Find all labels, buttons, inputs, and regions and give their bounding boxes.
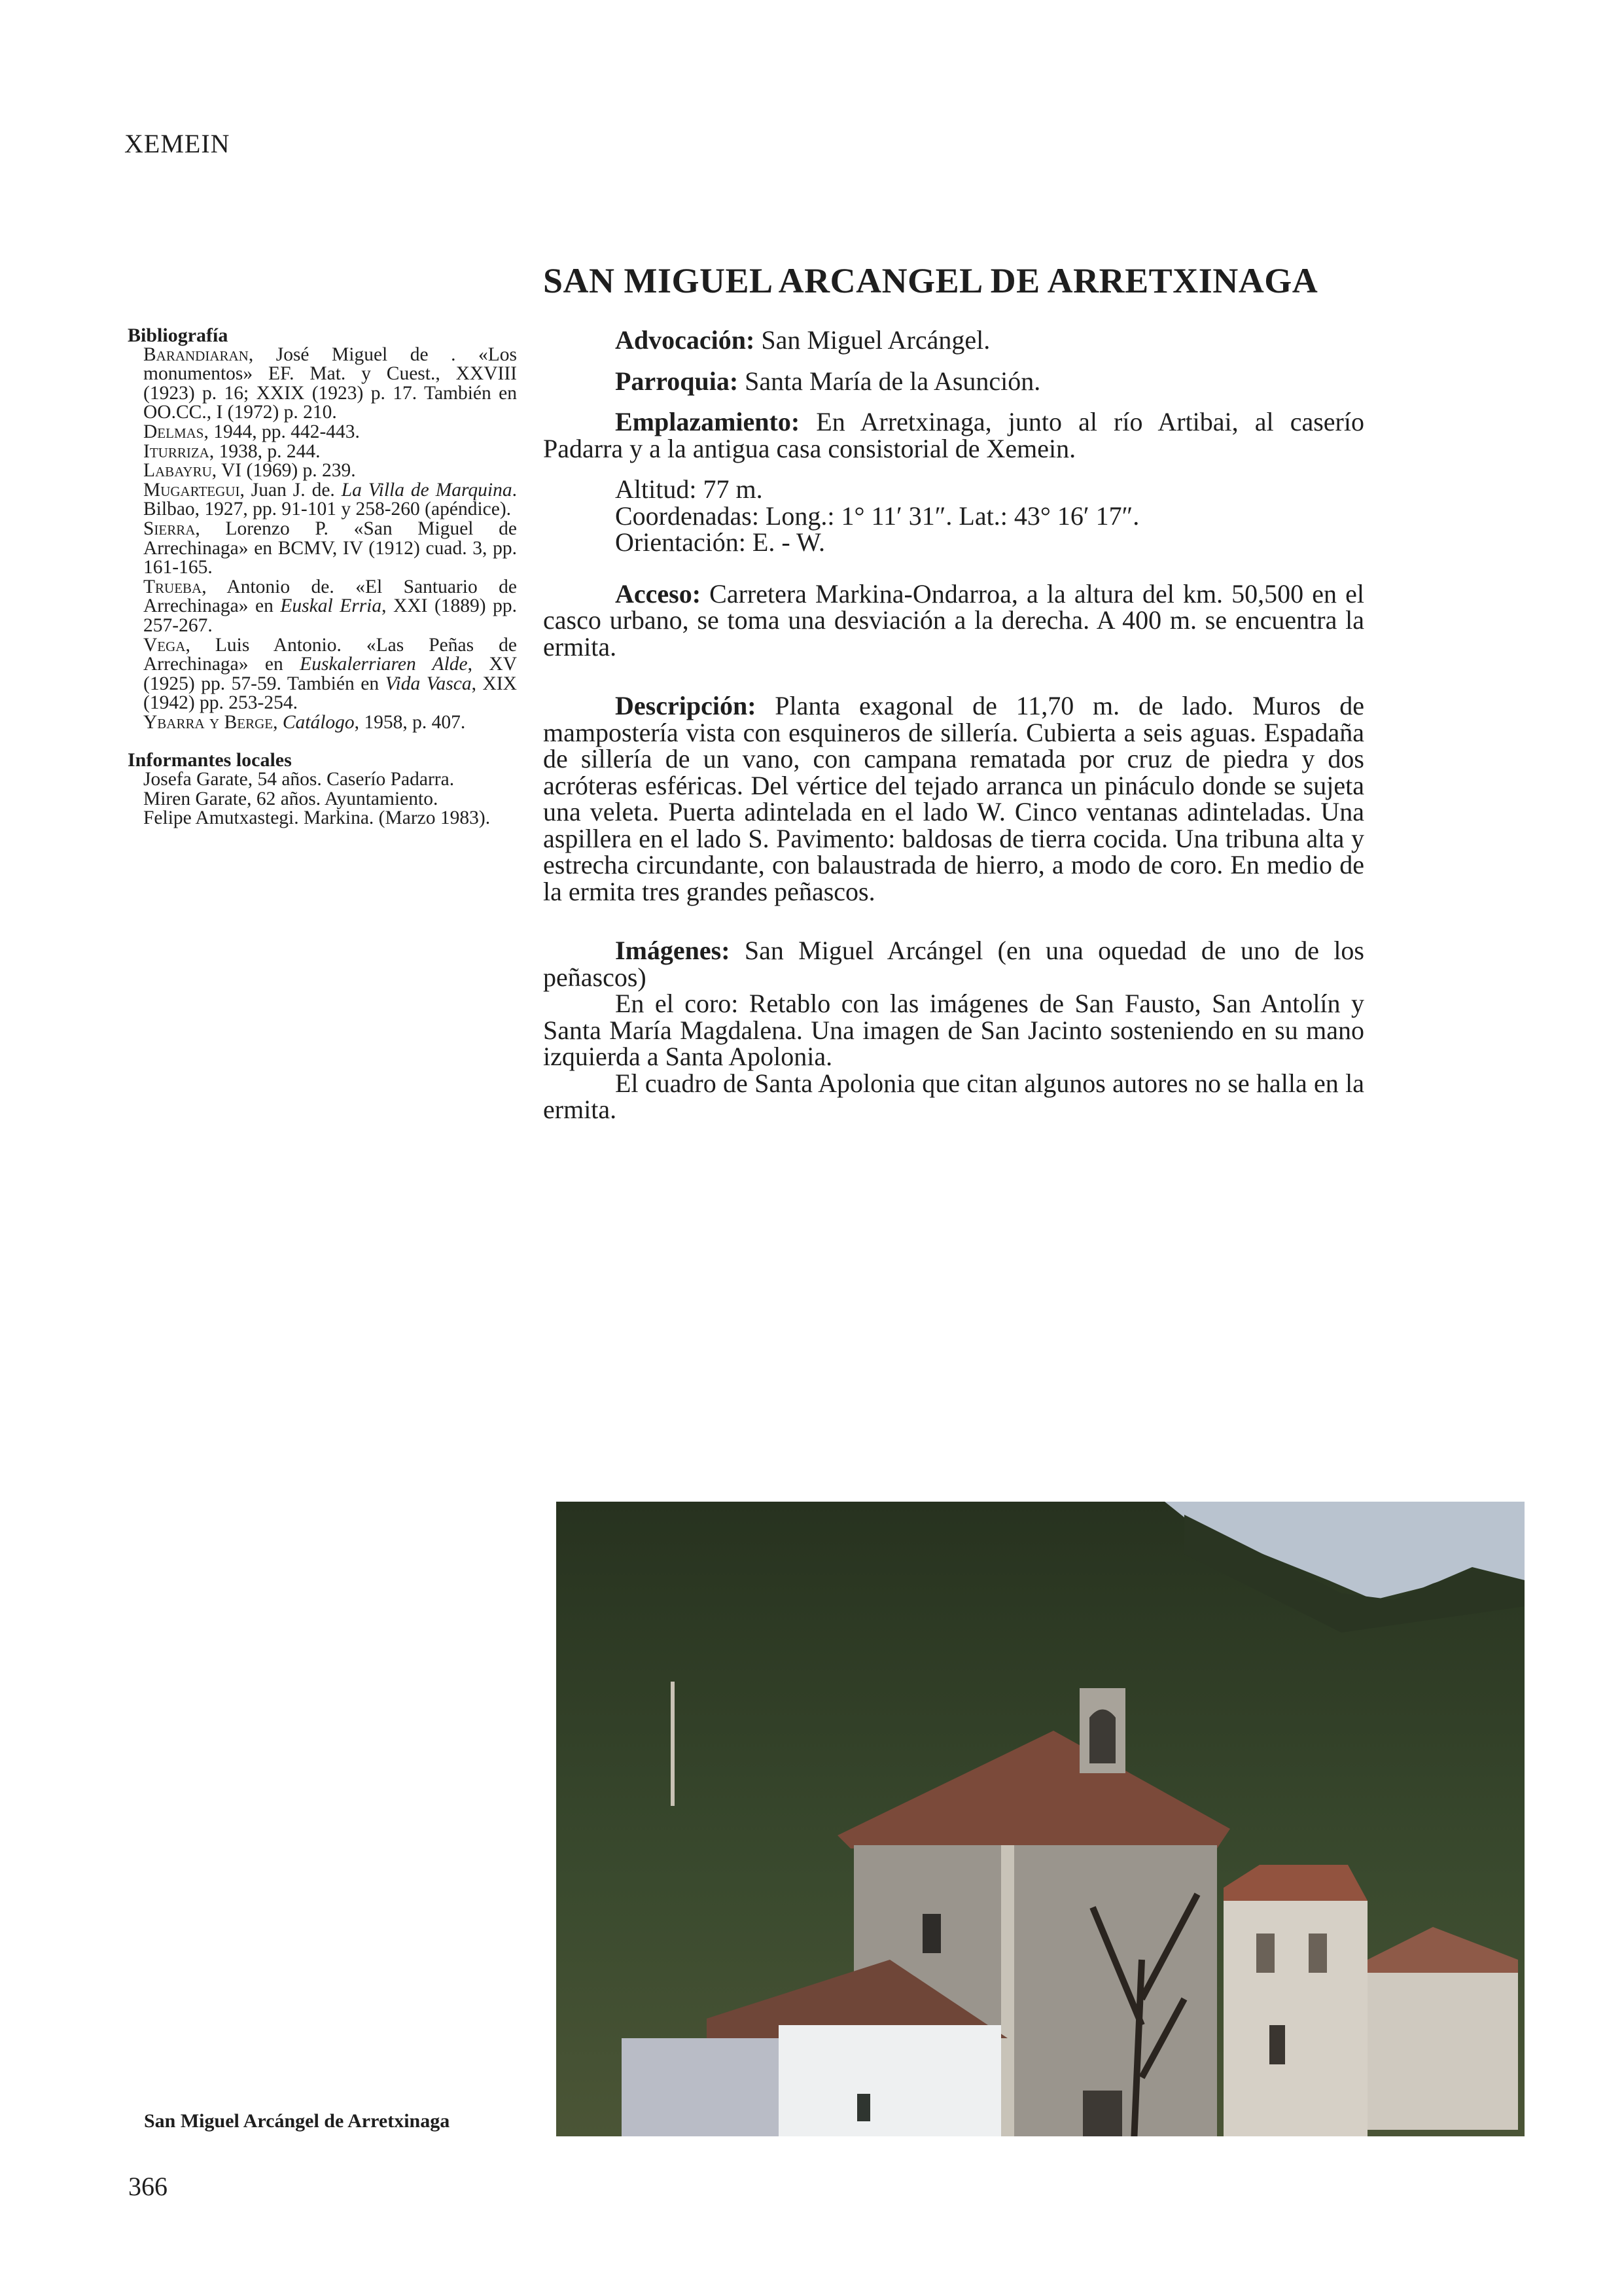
informant-entry: Felipe Amutxastegi. Markina. (Marzo 1983). bbox=[143, 807, 491, 829]
entry-author: Labayru bbox=[143, 460, 212, 482]
field-value: Carretera Markina-Ondarroa, a la altura del km. 50,500 en el casco urbano, se toma una desviación a la derecha. A 400 m. se encuentra la ermita. bbox=[543, 578, 1364, 662]
bibliography-list bbox=[128, 345, 517, 733]
bibliography-entry bbox=[143, 636, 517, 713]
parroquia-field bbox=[543, 368, 1364, 395]
field-value: En Arretxinaga, junto al río Artibai, al caserío Padarra y a la antigua casa consistorial de Xemein. bbox=[543, 407, 1364, 463]
coordenadas-line: Coordenadas: Long.: 1° 11′ 31″. Lat.: 43° 16′ 17″. bbox=[615, 501, 1140, 531]
entry-text: , 1958, p. 407. bbox=[354, 711, 466, 733]
informantes-heading: Informantes locales bbox=[128, 749, 292, 771]
entry-author: Mugartegui bbox=[143, 479, 240, 501]
field-value: San Miguel Arcángel. bbox=[754, 325, 991, 355]
entry-title: Vida Vasca bbox=[385, 673, 472, 694]
bibliography-entry bbox=[143, 520, 517, 578]
entry-text: , José Miguel de . «Los monumentos» EF. Mat. y Cuest., XXVIII (1923) p. 16; XXIX (1923) p. 17. También en OO.CC., I (1972) p. 210. bbox=[143, 344, 517, 423]
field-label: Imágenes: bbox=[615, 936, 730, 965]
corner-quoins bbox=[1001, 1845, 1014, 2136]
main-text bbox=[543, 327, 1364, 1123]
acceso-field bbox=[543, 578, 1364, 662]
field-value: San Miguel Arcángel (en una oquedad de uno de los peñascos) bbox=[543, 936, 1364, 992]
bibliography-entry bbox=[143, 481, 517, 520]
entry-author: Sierra bbox=[143, 518, 196, 539]
utility-pole bbox=[671, 1682, 675, 1806]
far-house-walls bbox=[1368, 1973, 1518, 2130]
entry-text: , bbox=[273, 711, 283, 733]
bibliography-heading: Bibliografía bbox=[128, 325, 228, 346]
entry-text: , VI (1969) p. 239. bbox=[211, 460, 356, 482]
field-value: Planta exagonal de 11,70 m. de lado. Muros de mampostería vista con esquineros de sillería. Cubierta a seis aguas. Espadaña de sillería de un vano, con campana rematada por cruz de piedra y dos acróteras esféricas. Del vértice del tejado arranca un pináculo donde se sujeta una veleta. Puerta adintelada en el lado W. Cinco ventanas adinteladas. Una aspillera en el lado S. Pavimento: baldosas de tierra cocida. Una tribuna alta y estrecha circundante, con balaustrada de hierro, a modo de coro. En medio de la ermita tres grandes peñascos. bbox=[543, 691, 1364, 906]
entry-text: . Bilbao, 1927, pp. 91-101 y 258-260 (apéndice). bbox=[143, 479, 517, 520]
bibliography-entry bbox=[143, 713, 517, 733]
page-title: SAN MIGUEL ARCANGEL DE ARRETXINAGA bbox=[543, 261, 1318, 300]
entry-author: Vega bbox=[143, 634, 186, 656]
window bbox=[923, 1914, 941, 1953]
door bbox=[1083, 2091, 1122, 2136]
window bbox=[857, 2094, 870, 2121]
entry-text: , 1938, p. 244. bbox=[209, 440, 321, 462]
belfry-opening bbox=[1089, 1710, 1116, 1764]
entry-author: Barandiaran bbox=[143, 344, 249, 365]
window bbox=[1309, 1934, 1327, 1973]
informant-entry: Josefa Garate, 54 años. Caserío Padarra. bbox=[143, 769, 455, 790]
entry-title: Catálogo bbox=[282, 711, 355, 733]
entry-title: Euskalerriaren Alde bbox=[300, 654, 468, 675]
bibliography-entry bbox=[143, 423, 517, 442]
entry-text: , XV (1925) pp. 57-59. También en bbox=[143, 654, 518, 694]
field-label: Acceso: bbox=[615, 578, 701, 609]
running-head: XEMEIN bbox=[124, 129, 230, 158]
window bbox=[1256, 1934, 1275, 1973]
entry-text: , Antonio de. «El Santuario de Arrechinaga» en bbox=[143, 576, 517, 617]
entry-text: , Juan J. de. bbox=[239, 479, 342, 501]
informant-entry: Miren Garate, 62 años. Ayuntamiento. bbox=[143, 788, 438, 809]
page-number: 366 bbox=[128, 2172, 168, 2201]
entry-title: Euskal Erria bbox=[280, 595, 382, 617]
sidebar-notes bbox=[128, 326, 517, 828]
entry-author: Ybarra y Berge bbox=[143, 711, 274, 733]
outbuilding-shaded-wall bbox=[622, 2038, 779, 2136]
entry-author: Delmas bbox=[143, 421, 204, 442]
entry-text: , XXI (1889) pp. 257-267. bbox=[143, 595, 517, 636]
altitud-line: Altitud: 77 m. bbox=[615, 474, 763, 504]
entry-text: , XIX (1942) pp. 253-254. bbox=[143, 673, 517, 714]
house-walls bbox=[1224, 1901, 1368, 2136]
field-value: Santa María de la Asunción. bbox=[738, 366, 1041, 396]
emplazamiento-field bbox=[543, 409, 1364, 462]
entry-text: , Luis Antonio. «Las Peñas de Arrechinaga» en bbox=[143, 634, 517, 675]
entry-text: , Lorenzo P. «San Miguel de Arrechinaga» en BCMV, IV (1912) cuad. 3, pp. 161-165. bbox=[143, 518, 517, 578]
coro-paragraph: En el coro: Retablo con las imágenes de San Fausto, San Antolín y Santa María Magdalena. Una imagen de San Jacinto sosteniendo en su mano izquierda a Santa Apolonia. bbox=[543, 989, 1364, 1071]
field-label: Descripción: bbox=[615, 691, 756, 720]
hermitage-photo bbox=[556, 1502, 1525, 2136]
field-label: Emplazamiento: bbox=[615, 407, 800, 436]
cuadro-paragraph: El cuadro de Santa Apolonia que citan algunos autores no se halla en la ermita. bbox=[543, 1068, 1364, 1124]
orientacion-line: Orientación: E. - W. bbox=[615, 527, 826, 557]
field-label: Advocación: bbox=[615, 325, 755, 355]
entry-text: , 1944, pp. 442-443. bbox=[203, 421, 360, 442]
photo-illustration bbox=[556, 1502, 1525, 2136]
informantes-list bbox=[128, 770, 517, 828]
photo-caption: San Miguel Arcángel de Arretxinaga bbox=[144, 2110, 450, 2132]
window bbox=[1269, 2025, 1285, 2064]
advocacion-field bbox=[543, 327, 1364, 354]
bibliography-entry bbox=[143, 461, 517, 481]
bibliography-entry bbox=[143, 442, 517, 462]
outbuilding-wall bbox=[779, 2025, 1001, 2136]
entry-title: La Villa de Marquina bbox=[341, 479, 512, 501]
bibliography-entry bbox=[143, 345, 517, 423]
imagenes-field bbox=[543, 938, 1364, 991]
bibliography-entry bbox=[143, 578, 517, 636]
entry-author: Trueba bbox=[143, 576, 202, 597]
descripcion-field bbox=[543, 693, 1364, 905]
entry-author: Iturriza bbox=[143, 440, 209, 462]
field-label: Parroquia: bbox=[615, 366, 739, 396]
